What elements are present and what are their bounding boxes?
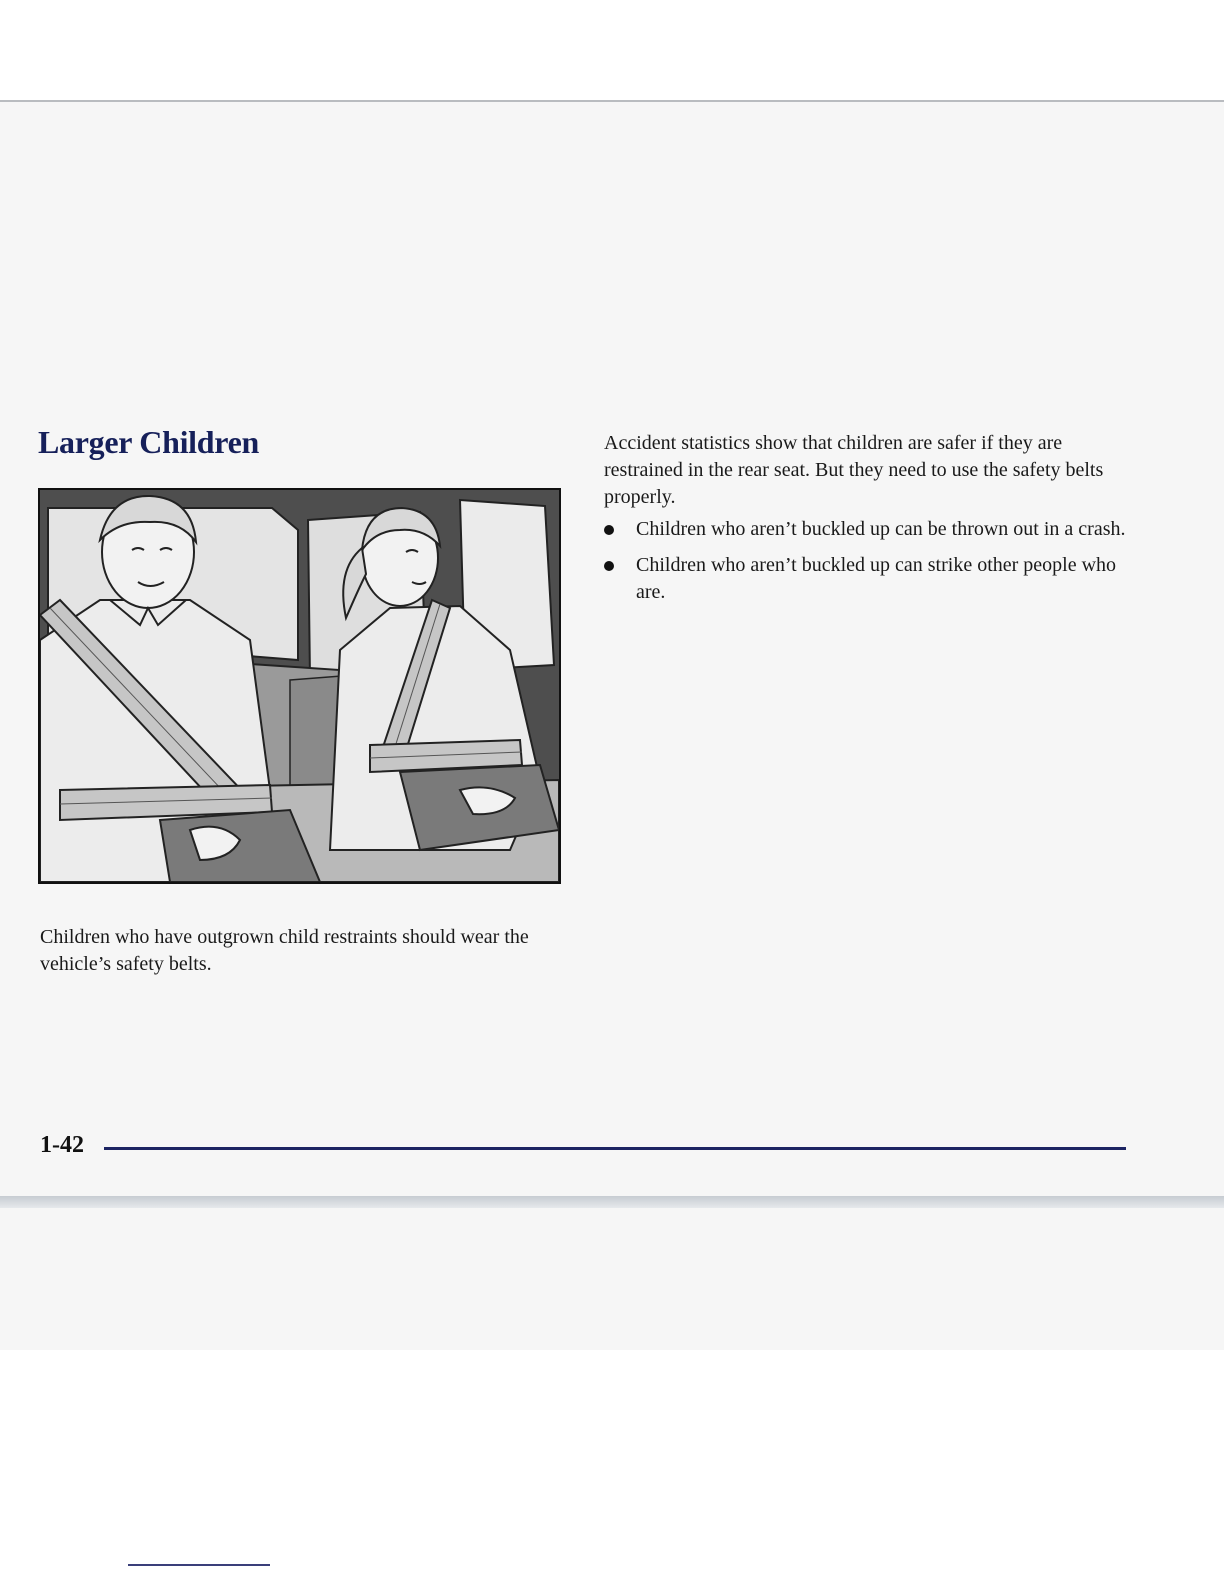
intro-paragraph: Accident statistics show that children are safer if they are restrained in the rear seat. But they need to use the safety belts properly. [604, 432, 1104, 508]
bottom-edge-rule [0, 1196, 1224, 1208]
bullet-list [604, 516, 1134, 615]
list-item [604, 516, 1134, 543]
footer-rule [104, 1147, 1126, 1150]
figure-caption: Children who have outgrown child restraints should wear the vehicle’s safety belts. [40, 926, 529, 975]
small-underline [128, 1564, 270, 1566]
top-edge-rule [0, 100, 1224, 102]
list-item-text: Children who aren’t buckled up can strike other people who are. [636, 554, 1117, 603]
bullet-icon [604, 525, 614, 535]
page-number: 1-42 [40, 1132, 84, 1158]
list-item-text: Children who aren’t buckled up can be thrown out in a crash. [636, 518, 1126, 540]
bullet-icon [604, 561, 614, 571]
section-heading: Larger Children [38, 424, 259, 460]
list-item [604, 552, 1134, 606]
children-seatbelt-illustration [38, 488, 561, 884]
